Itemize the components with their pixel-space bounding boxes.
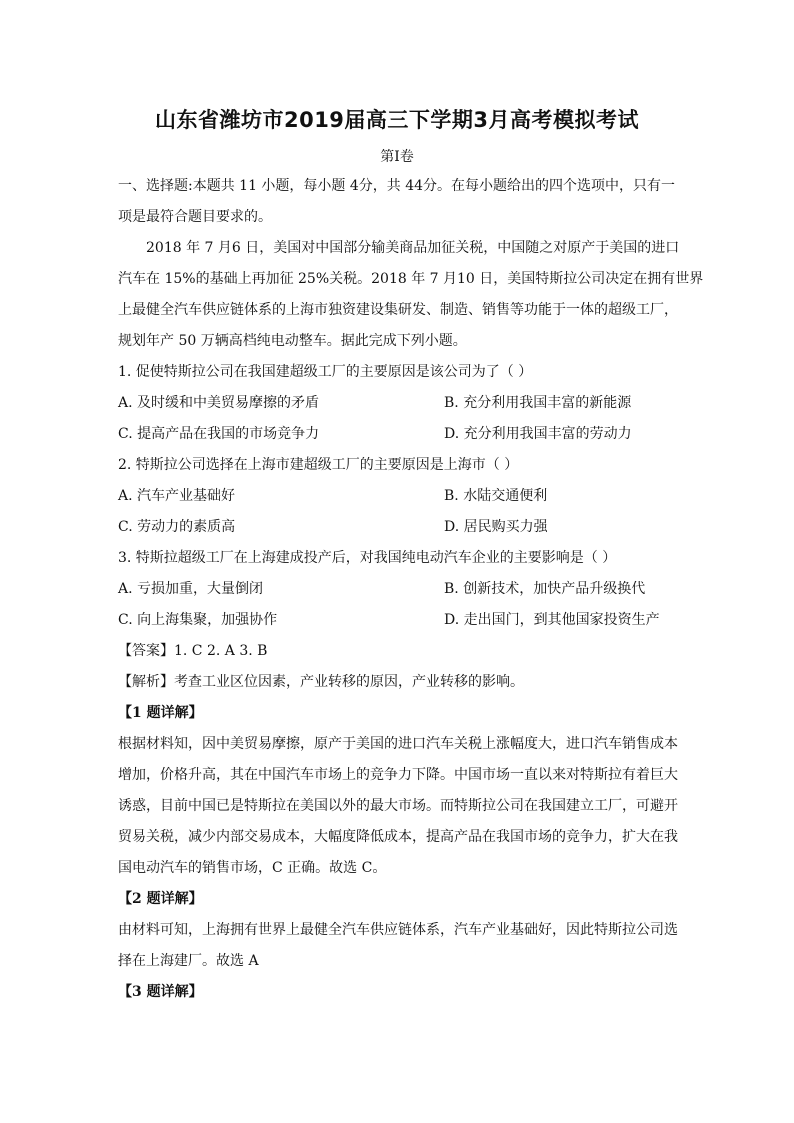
material-line: 汽车在 15%的基础上再加征 25%关税。2018 年 7 月10 日，美国特斯拉公司决定在拥有世界: [118, 271, 704, 287]
question-option: C. 提高产品在我国的市场竞争力: [118, 426, 320, 442]
material-line: 2018 年 7 月6 日，美国对中国部分输美商品加征关税，中国随之对原产于美国的进口: [146, 240, 680, 256]
detail-line: 增加，价格升高，其在中国汽车市场上的竞争力下降。中国市场一直以来对特斯拉有着巨大: [118, 767, 678, 783]
question-option: A. 汽车产业基础好: [118, 488, 236, 504]
detail-line: 根据材料知，因中美贸易摩擦，原产于美国的进口汽车关税上涨幅度大，进口汽车销售成本: [118, 736, 678, 752]
detail-line: 贸易关税，减少内部交易成本，大幅度降低成本，提高产品在我国市场的竞争力，扩大在我: [118, 829, 678, 845]
question-stem: 2. 特斯拉公司选择在上海市建超级工厂的主要原因是上海市（ ）: [118, 457, 519, 473]
material-line: 规划年产 50 万辆高档纯电动整车。据此完成下列小题。: [118, 333, 467, 349]
detail-heading: 【2 题详解】: [118, 891, 203, 907]
detail-line: 由材料可知，上海拥有世界上最健全汽车供应链体系，汽车产业基础好，因此特斯拉公司选: [118, 922, 678, 938]
question-option: B. 水陆交通便利: [444, 488, 548, 504]
material-line: 上最健全汽车供应链体系的上海市独资建设集研发、制造、销售等功能于一体的超级工厂，: [118, 302, 678, 318]
answer-line: 【答案】1. C 2. A 3. B: [118, 643, 268, 659]
question-option: D. 居民购买力强: [444, 519, 548, 535]
question-option: B. 充分利用我国丰富的新能源: [444, 395, 632, 411]
detail-line: 国电动汽车的销售市场，C 正确。故选 C。: [118, 860, 387, 876]
question-option: A. 亏损加重，大量倒闭: [118, 581, 264, 597]
question-option: A. 及时缓和中美贸易摩擦的矛盾: [118, 395, 320, 411]
detail-heading: 【3 题详解】: [118, 984, 203, 1000]
question-option: C. 向上海集聚，加强协作: [118, 612, 278, 628]
detail-heading: 【1 题详解】: [118, 705, 203, 721]
question-option: C. 劳动力的素质高: [118, 519, 236, 535]
question-stem: 1. 促使特斯拉公司在我国建超级工厂的主要原因是该公司为了（ ）: [118, 364, 533, 380]
section-intro-line: 一、选择题:本题共 11 小题，每小题 4分，共 44分。在每小题给出的四个选项中，只有一: [118, 178, 676, 194]
question-option: B. 创新技术，加快产品升级换代: [444, 581, 646, 597]
question-option: D. 充分利用我国丰富的劳动力: [444, 426, 632, 442]
detail-line: 择在上海建厂。故选 A: [118, 953, 259, 969]
section-intro-line: 项是最符合题目要求的。: [118, 209, 272, 225]
page-title: 山东省潍坊市2019届高三下学期3月高考模拟考试: [154, 108, 640, 132]
question-stem: 3. 特斯拉超级工厂在上海建成投产后，对我国纯电动汽车企业的主要影响是（ ）: [118, 550, 617, 566]
detail-line: 诱惑，目前中国已是特斯拉在美国以外的最大市场。而特斯拉公司在我国建立工厂，可避开: [118, 798, 678, 814]
section-subtitle: 第I卷: [380, 149, 414, 165]
question-option: D. 走出国门，到其他国家投资生产: [444, 612, 660, 628]
analysis-line: 【解析】考查工业区位因素，产业转移的原因，产业转移的影响。: [118, 674, 524, 690]
